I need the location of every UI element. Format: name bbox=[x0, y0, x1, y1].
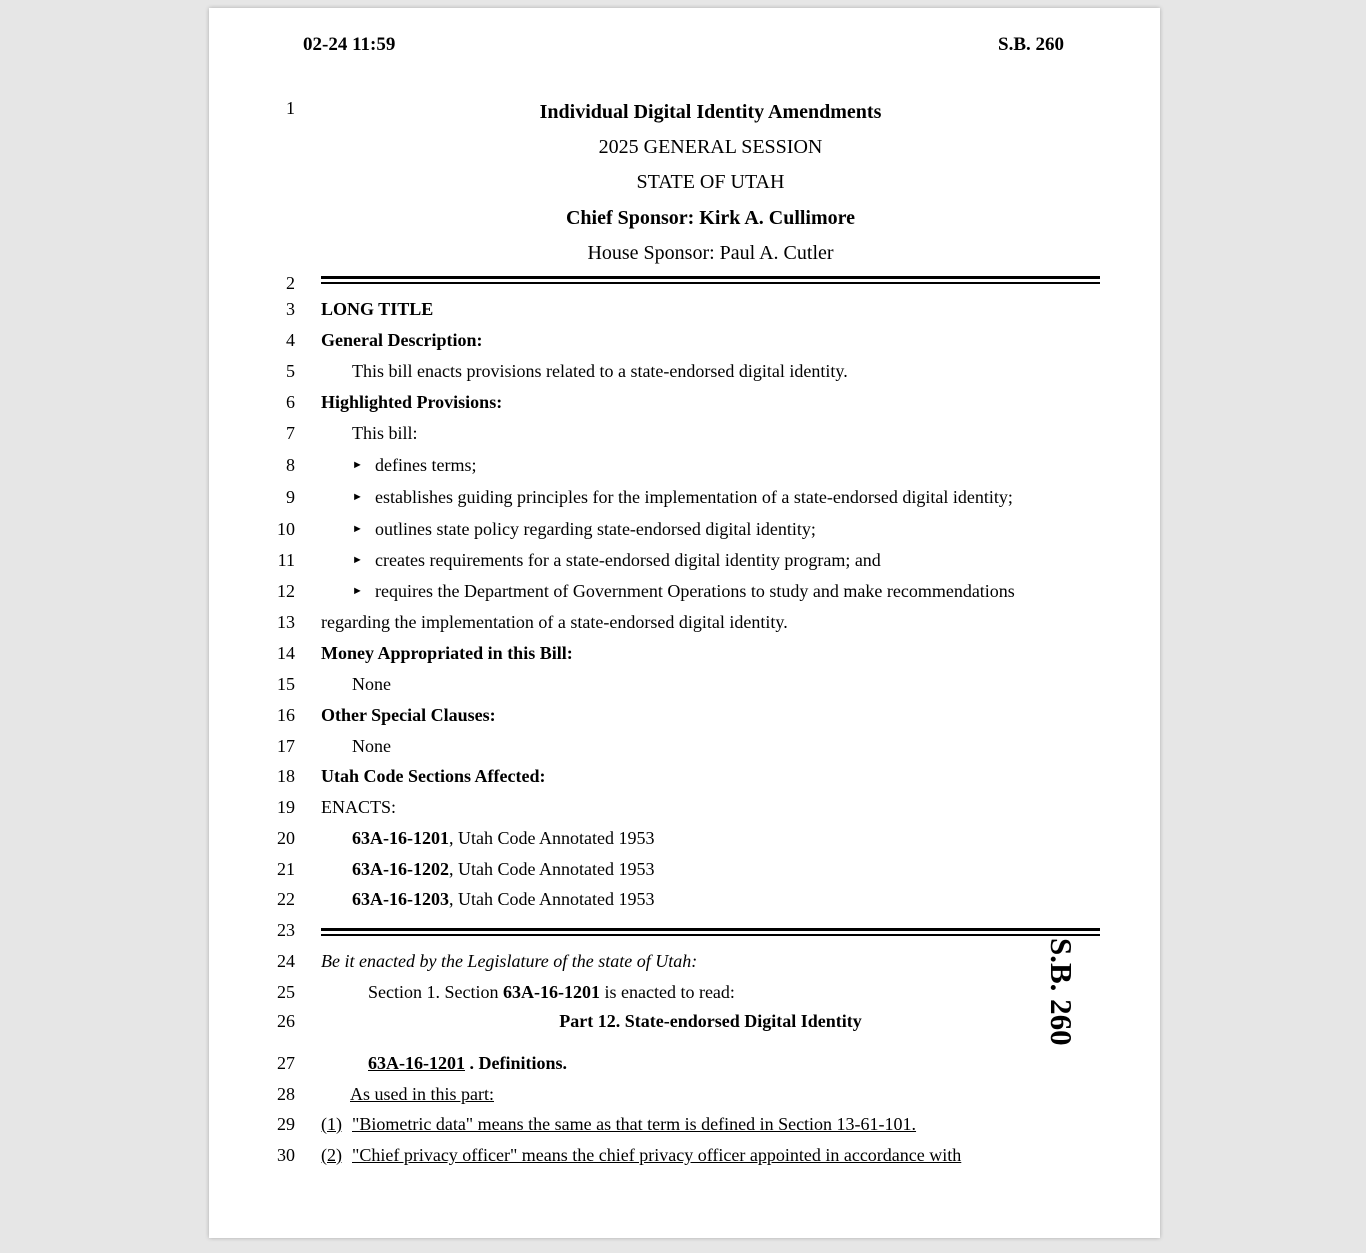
chief-sponsor: Chief Sponsor: Kirk A. Cullimore bbox=[565, 207, 856, 229]
line-number: 2 bbox=[286, 273, 295, 293]
line-number: 7 bbox=[286, 423, 295, 443]
bullet-text: requires the Department of Government Operations to study and make recommendations bbox=[375, 581, 1015, 601]
line-number: 1 bbox=[286, 98, 295, 118]
line-12 bbox=[209, 576, 1160, 607]
line-number: 22 bbox=[277, 889, 295, 909]
bullet-triangle-icon: ► bbox=[352, 554, 363, 566]
line-number: 6 bbox=[286, 392, 295, 412]
line-10 bbox=[209, 514, 1160, 545]
line-16 bbox=[209, 700, 1160, 731]
section-number: 63A-16-1201 bbox=[368, 1053, 465, 1073]
bullet-triangle-icon: ► bbox=[352, 585, 363, 597]
line-number: 21 bbox=[277, 859, 295, 879]
line-number: 8 bbox=[286, 455, 295, 475]
bullet-item bbox=[352, 450, 476, 481]
line-number: 14 bbox=[277, 643, 295, 663]
line-19 bbox=[209, 792, 1160, 823]
line-number: 10 bbox=[277, 519, 295, 539]
line-7 bbox=[209, 418, 1160, 449]
line-21 bbox=[209, 854, 1160, 885]
bullet-item bbox=[352, 576, 1015, 607]
line-number: 5 bbox=[286, 361, 295, 381]
line-number: 12 bbox=[277, 581, 295, 601]
line-number: 15 bbox=[277, 674, 295, 694]
code-section-entry bbox=[352, 823, 654, 854]
line-number: 26 bbox=[277, 1011, 295, 1031]
code-section-number: 63A-16-1203 bbox=[352, 889, 449, 909]
bullet-continuation: regarding the implementation of a state-endorsed digital identity. bbox=[321, 612, 788, 632]
section-text: Section 1. Section bbox=[368, 982, 503, 1002]
line-number: 17 bbox=[277, 736, 295, 756]
line-8 bbox=[209, 450, 1160, 481]
bullet-item bbox=[352, 545, 881, 576]
house-sponsor: House Sponsor: Paul A. Cutler bbox=[587, 242, 834, 264]
double-rule bbox=[321, 928, 1100, 936]
side-bill-label: S.B. 260 bbox=[1044, 938, 1079, 1046]
section-enactment bbox=[368, 977, 735, 1008]
line-number: 30 bbox=[277, 1145, 295, 1165]
special-clauses-value: None bbox=[352, 736, 391, 756]
bullet-item bbox=[352, 482, 1013, 513]
line-number: 16 bbox=[277, 705, 295, 725]
line-25 bbox=[209, 977, 1160, 1008]
line-3 bbox=[209, 294, 1160, 325]
line-13 bbox=[209, 607, 1160, 638]
line-number: 11 bbox=[277, 550, 295, 570]
line-26 bbox=[209, 1006, 1160, 1037]
definitions-intro: As used in this part: bbox=[350, 1084, 494, 1104]
line-20 bbox=[209, 823, 1160, 854]
line-number: 29 bbox=[277, 1114, 295, 1134]
line-27 bbox=[209, 1048, 1160, 1079]
definition-text: "Chief privacy officer" means the chief privacy officer appointed in accordance with bbox=[352, 1145, 962, 1165]
enacting-clause: Be it enacted by the Legislature of the state of Utah: bbox=[321, 951, 698, 971]
general-description-text: This bill enacts provisions related to a state-endorsed digital identity. bbox=[352, 361, 848, 381]
line-11 bbox=[209, 545, 1160, 576]
line-number: 20 bbox=[277, 828, 295, 848]
general-description-heading: General Description: bbox=[321, 330, 483, 350]
definition-index: (2) bbox=[321, 1145, 342, 1165]
line-number: 9 bbox=[286, 487, 295, 507]
line-29 bbox=[209, 1109, 1160, 1140]
section-number: 63A-16-1201 bbox=[502, 982, 600, 1002]
long-title-heading: LONG TITLE bbox=[321, 299, 434, 319]
highlighted-provisions-heading: Highlighted Provisions: bbox=[321, 392, 503, 412]
line-number: 24 bbox=[277, 951, 295, 971]
line-15 bbox=[209, 669, 1160, 700]
definition-text: "Biometric data" means the same as that term is defined in Section 13-61-101. bbox=[352, 1114, 917, 1134]
money-appropriated-value: None bbox=[352, 674, 391, 694]
money-appropriated-heading: Money Appropriated in this Bill: bbox=[321, 643, 573, 663]
section-text: is enacted to read: bbox=[599, 982, 735, 1002]
bill-title: Individual Digital Identity Amendments bbox=[539, 101, 882, 123]
line-number: 27 bbox=[277, 1053, 295, 1073]
line-number: 23 bbox=[277, 920, 295, 940]
line-14 bbox=[209, 638, 1160, 669]
line-number: 4 bbox=[286, 330, 295, 350]
code-section-source: , Utah Code Annotated 1953 bbox=[449, 859, 655, 879]
bullet-triangle-icon: ► bbox=[352, 491, 363, 503]
enacts-label: ENACTS: bbox=[321, 797, 397, 817]
code-section-source: , Utah Code Annotated 1953 bbox=[449, 828, 655, 848]
double-rule bbox=[321, 276, 1100, 284]
bullet-text: creates requirements for a state-endorsed digital identity program; and bbox=[375, 550, 881, 570]
line-5 bbox=[209, 356, 1160, 387]
code-section-entry bbox=[352, 884, 654, 915]
bullet-text: establishes guiding principles for the implementation of a state-endorsed digital identity; bbox=[375, 487, 1013, 507]
document-page bbox=[209, 8, 1160, 1238]
line-30 bbox=[209, 1140, 1160, 1171]
line-number: 18 bbox=[277, 766, 295, 786]
definition-index: (1) bbox=[321, 1114, 342, 1134]
line-24 bbox=[209, 946, 1160, 977]
code-section-number: 63A-16-1201 bbox=[352, 828, 449, 848]
bullet-text: outlines state policy regarding state-endorsed digital identity; bbox=[375, 519, 816, 539]
line-number: 28 bbox=[277, 1084, 295, 1104]
part-heading: Part 12. State-endorsed Digital Identity bbox=[559, 1011, 862, 1031]
line-number: 19 bbox=[277, 797, 295, 817]
provisions-intro: This bill: bbox=[352, 423, 418, 443]
line-22 bbox=[209, 884, 1160, 915]
bullet-item bbox=[352, 514, 816, 545]
state-line: STATE OF UTAH bbox=[636, 171, 785, 193]
line-17 bbox=[209, 731, 1160, 762]
line-6 bbox=[209, 387, 1160, 418]
line-18 bbox=[209, 761, 1160, 792]
line-4 bbox=[209, 325, 1160, 356]
session-line: 2025 GENERAL SESSION bbox=[598, 136, 823, 158]
bullet-triangle-icon: ► bbox=[352, 459, 363, 471]
special-clauses-heading: Other Special Clauses: bbox=[321, 705, 496, 725]
header-bill-number: S.B. 260 bbox=[998, 34, 1064, 55]
line-9 bbox=[209, 482, 1160, 513]
line-28 bbox=[209, 1079, 1160, 1110]
code-section-source: , Utah Code Annotated 1953 bbox=[449, 889, 655, 909]
code-section-number: 63A-16-1202 bbox=[352, 859, 449, 879]
line-number: 3 bbox=[286, 299, 295, 319]
line-number: 13 bbox=[277, 612, 295, 632]
bullet-triangle-icon: ► bbox=[352, 523, 363, 535]
bullet-text: defines terms; bbox=[375, 455, 477, 475]
section-title: . Definitions. bbox=[465, 1053, 568, 1073]
code-section-entry bbox=[352, 854, 654, 885]
header-date: 02-24 11:59 bbox=[303, 34, 396, 55]
code-sections-heading: Utah Code Sections Affected: bbox=[321, 766, 546, 786]
line-number: 25 bbox=[277, 982, 295, 1002]
section-heading bbox=[368, 1048, 567, 1079]
